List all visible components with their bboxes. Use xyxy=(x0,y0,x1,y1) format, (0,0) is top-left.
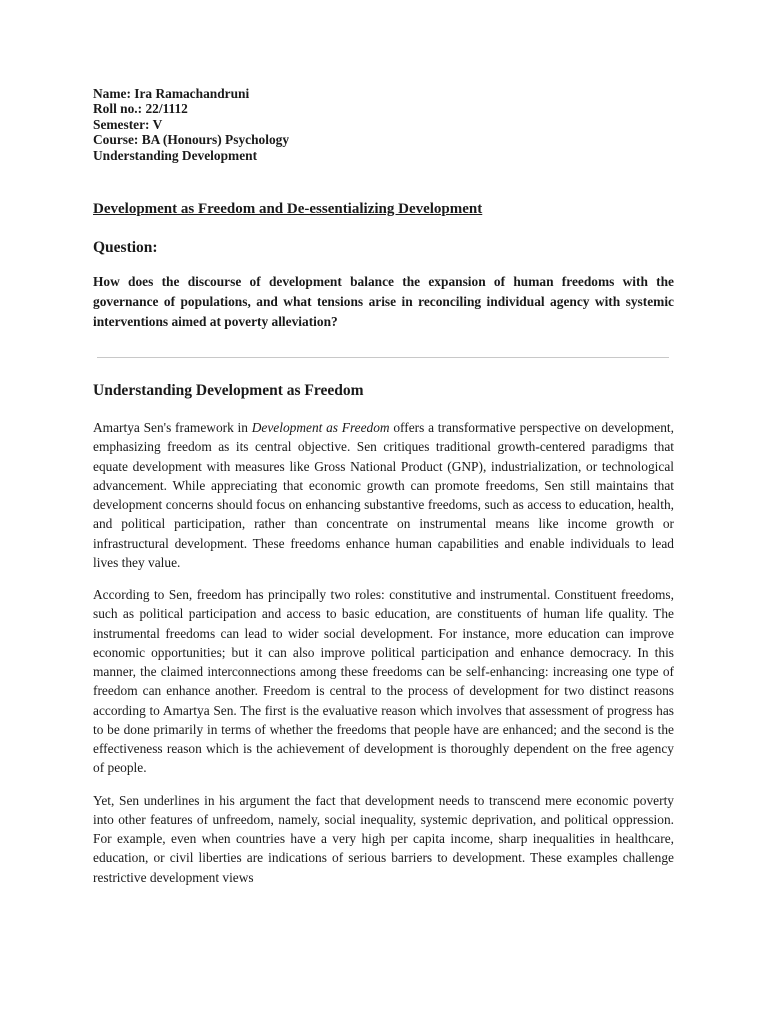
subject: Understanding Development xyxy=(93,147,258,163)
semester: Semester: V xyxy=(93,116,163,132)
document-page xyxy=(93,86,674,885)
section-body xyxy=(93,418,674,900)
paragraph-1-start: Amartya Sen's framework in xyxy=(93,420,252,435)
paragraph-3: Yet, Sen underlines in his argument the fact that development needs to transcend mere economic poverty into other features of unfreedom, namely, social inequality, systemic deprivation, and political oppression. For example, even when countries have a very high per capita income, sharp inequalities in healthcare, education, or civil liberties are indications of serious barriers to development. These examples challenge restrictive development views xyxy=(93,792,674,885)
question-label: Question: xyxy=(93,239,158,256)
roll-number: Roll no.: 22/1112 xyxy=(93,101,188,117)
section-heading: Understanding Development as Freedom xyxy=(93,382,364,399)
student-name: Name: Ira Ramachandruni xyxy=(93,86,250,101)
paragraph-2: According to Sen, freedom has principally two roles: constitutive and instrumental. Constituent freedoms, such as political participation and access to basic education, are constituents of human life quality. The instrumental freedoms can lead to wider social development. For instance, more education can improve economic opportunities; but it can also improve political participation and enhance democracy. In this manner, the claimed interconnections among these freedoms can be self-enhancing: increasing one type of freedom can enhance another. Freedom is central to the process of development for two distinct reasons according to Amartya Sen. The first is the evaluative reason which involves that assessment of progress has to be done primarily in terms of whether the freedoms that people have are enhanced; and the second is the effectiveness reason which is the achievement of development is thoroughly dependent on the free agency of people. xyxy=(93,587,674,776)
paragraph-1 xyxy=(93,418,674,572)
course: Course: BA (Honours) Psychology xyxy=(93,132,290,148)
horizontal-divider xyxy=(97,357,669,358)
paragraph-1-rest: offers a transformative perspective on development, emphasizing freedom as its central objective. Sen critiques traditional growth-centered paradigms that equate development with measures like Gross National Product (GNP), industrialization, or technological advancement. While appreciating that economic growth can promote freedoms, Sen still maintains that development concerns should focus on enhancing substantive freedoms, such as access to education, health, and political participation, rather than concentrate on instrumental means like income growth or infrastructural development. These freedoms enhance human capabilities and enable individuals to lead lives they value. xyxy=(93,420,674,570)
book-title: Development as Freedom xyxy=(251,420,390,435)
question-text: How does the discourse of development balance the expansion of human freedoms with the governance of populations, and what tensions arise in reconciling individual agency with systemic interventions aimed at poverty alleviation? xyxy=(93,274,674,329)
document-title: Development as Freedom and De‐essentializing Development xyxy=(93,201,483,217)
student-details xyxy=(93,86,674,163)
